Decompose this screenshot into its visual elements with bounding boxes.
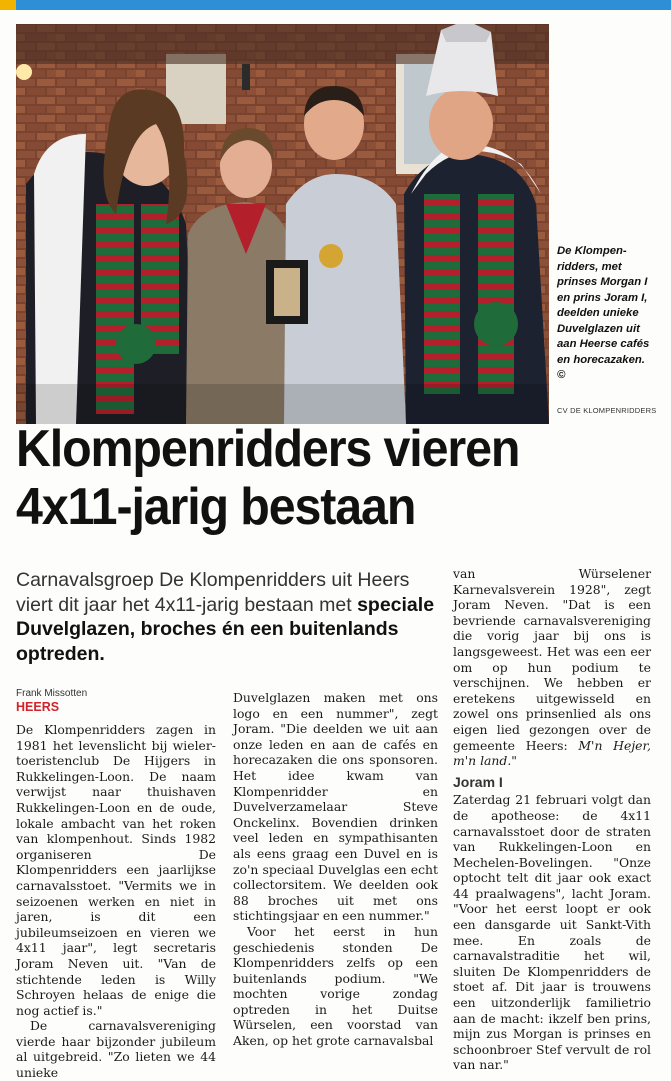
paragraph: Voor het eerst in hun geschiedenis stonden De Klompenridders zelfs op een buitenlands podium. "We mochten vorige zondag optreden in het Duitse Würselen, een voorstad van Aken, op het grote carnavalsbal	[233, 923, 438, 1049]
intro-bold: speciale Duvelglazen, broches én een buitenlands optreden.	[16, 593, 435, 665]
article-column-3	[453, 566, 651, 1073]
headline-line-1: Klompenridders vieren	[16, 420, 520, 478]
subheading: Joram I	[453, 773, 503, 790]
photo-caption: De Klompen-ridders, met prinses Morgan I en prins Joram I, deelden unieke Duvelglazen uit aan Heerse cafés en horecazaken. ©	[557, 245, 650, 381]
article-column-1	[16, 722, 216, 1081]
paragraph: De Klompenridders zagen in 1981 het levenslicht bij wieler-toeristenclub De Hijgers in Rukkelingen-Loon. De naam verwijst naar thuishaven Rukkelingen-Loon en de oude, lokale ambacht van het roken van klompenhout. Sinds 1982 organiseren De Klompenridders een jaarlijkse carnavalsstoet. "Vermits we in seizoenen werken en niet in jaren, is dit een jubileumseizoen en vieren we 4x11 jaar", legt secretaris Joram Neven uit. "Van de stichtende leden is Willy Schroyen helaas de enige die nog actief is."	[16, 722, 216, 1018]
headline	[16, 420, 611, 536]
song-title: M'n Hejer, m'n land.	[453, 737, 651, 769]
article-column-2	[233, 690, 438, 1049]
article-photo	[16, 24, 549, 424]
paragraph: Zaterdag 21 februari volgt dan de apotheose: de 4x11 carnavalsstoet door de straten van Rukkelingen-Loon en Mechelen-Bovelingen. "Onze optocht telt dit jaar ook exact 44 praalwagens", lacht Joram. "Voor het eerst loopt er ook een dansgarde uit Sankt-Vith mee. En zoals de carnavalstraditie het wil, sluiten De Klompenridders de stoet af. Dit jaar is trouwens een uitzonderlijk familietrio aan de macht: ikzelf ben prins, mijn zus Morgan is prinses en schoonbroer Stef vervult de rol van nar."	[453, 792, 651, 1073]
headline-line-2: 4x11-jarig bestaan	[16, 478, 416, 536]
quote-close: "	[511, 753, 517, 769]
dateline: HEERS	[16, 700, 60, 714]
paragraph-text: van Würselener Karnevalsverein 1928", zegt Joram Neven. "Dat is een bevriende carnavalsvereniging die vorig jaar bij ons is langsgeweest. Het was een eer om op hun podium te verschijnen. We hebben er eretekens uitgewisseld en zowel ons prinsenlied als ons eigen lied gezongen over de gemeente Heers:	[453, 566, 651, 753]
paragraph: Duvelglazen maken met ons logo en een nummer", zegt Joram. "Die deelden we uit aan onze leden en aan de cafés en horecazaken die ons sponsoren. Het idee kwam van Klompenridder en Duvelverzamelaar Steve Onckelinx. Bovendien drinken veel leden en sympathisanten als eens graag een Duvel en is zo'n speciaal Duvelglas een echt collectorsitem. We deelden ook 88 broches uit met ons stichtingsjaar en een nummer."	[233, 690, 438, 924]
intro-plain: Carnavalsgroep De Klompenridders uit Heers viert dit jaar het 4x11-jarig bestaan met	[16, 569, 410, 616]
photo-credit: CV DE KLOMPENRIDDERS	[557, 406, 657, 415]
top-color-bar	[0, 0, 671, 10]
intro-lead	[16, 568, 441, 666]
top-tab-marker	[0, 0, 16, 10]
paragraph: De carnavalsvereniging vierde haar bijzonder jubileum al uitgebreid. "Zo lieten we 44 unieke	[16, 1018, 216, 1081]
photo-illustration	[16, 24, 549, 424]
paragraph	[453, 566, 651, 769]
byline-author: Frank Missotten	[16, 688, 88, 699]
